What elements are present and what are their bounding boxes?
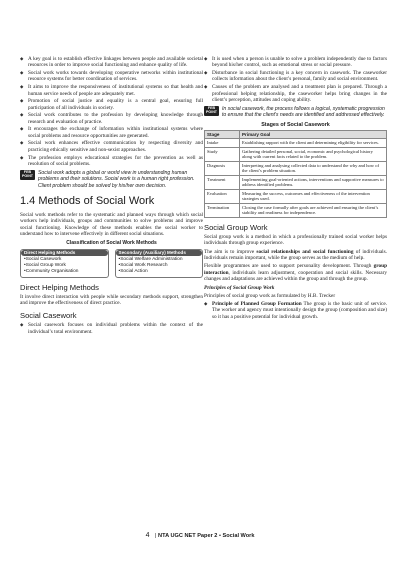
list-item: • Social Action [119,269,200,275]
text-run: , individuals learn adjustment, cooperation and social skills. Necessary changes and adaptations are achieved within the group and through the group. [204,269,387,282]
principles-list [204,301,387,320]
list-item: ◆ Causes of the problem are analysed and a treatment plan is prepared. Through a professional helping relationship, the caseworker helps bring changes in the client’s perception, attitudes and coping ability. [204,84,387,103]
feb-point-badge [204,106,219,116]
goals-list [20,56,203,167]
table-cell: Study [205,147,240,161]
casework-details-list [204,56,387,103]
book-title: NTA UGC NET Paper 2 [158,533,218,539]
table-cell: Diagnosis [205,161,240,175]
bold-run: group interaction [204,263,387,276]
subheading-casework: Social Casework [20,311,77,321]
table-row [205,189,387,203]
table-header: Stage [205,130,240,139]
principles-paragraph: Principles of social group work as formulated by H.B. Trecker [204,292,336,299]
list-item: ◆ It is used when a person is unable to solve a problem independently due to factors beyond his/her control, such as emotional stress or social pressure. [204,56,387,69]
footer-dot: • [218,533,221,539]
group-paragraph [204,263,387,282]
secondary-methods-header: Secondary (Auxiliary) Methods [116,250,203,256]
page-number: 4 [145,532,150,539]
right-column [204,56,387,321]
table-cell: Gathering detailed personal, social, economic and psychological history along with current facts related to the problem. [240,147,387,161]
list-item: ◆ Social work contributes to the profession by developing knowledge through research and evaluation of practice. [20,112,203,125]
bold-run: Principle of Planned Group Formation [212,301,302,308]
direct-methods-box [20,249,109,278]
table-header-row [205,130,387,139]
table-row [205,161,387,175]
page-footer [0,532,400,539]
table-cell: Measuring the success, outcomes and effectiveness of the intervention strategies used. [240,189,387,203]
list-item: ◆ Social work works towards developing cooperative networks within institutional resource systems for better coordination of services. [20,70,203,83]
table-cell: Termination [205,203,240,217]
table-cell: Closing the case formally after goals are achieved and ensuring the client’s stability and readiness for independence. [240,203,387,217]
feb-point-text: In social casework, the process follows a logical, systematic progression to ensure that the client's needs are identified and addressed effectively. [221,106,385,119]
list-item: ◆ The profession employs educational strategies for the prevention as well as resolution of social problems. [20,155,203,168]
subheading-direct: Direct Helping Methods [20,282,99,292]
bold-run: social relationships and social functioning [256,248,354,255]
table-cell: Implementing goal-oriented actions, interventions and supportive measures to address identified problems. [240,175,387,189]
table-cell: Interpreting and analysing collected data to understand the why and how of the client’s problem situation. [240,161,387,175]
table-header: Primary Goal [240,130,387,139]
table-title: Stages of Social Casework [261,121,330,128]
list-item: • Social Welfare Administration [119,257,200,263]
footer-separator: | [155,533,157,539]
badge-line: FEB [23,170,32,175]
table-row [205,139,387,148]
list-item: ◆ It encourages the exchange of information within institutional systems where social problems and resource opportunities are generated. [20,126,203,139]
list-item: ◆ Social work enhances effective communication by respecting diversity and practicing ethically sensitive and non-sexist approaches. [20,140,203,153]
subheading-group-work: Social Group Work [204,222,268,232]
direct-methods-header: Direct Helping Methods [21,250,108,256]
list-item [204,301,387,320]
list-item: • Social Group Work [24,263,105,269]
badge-line: POINT [22,174,33,179]
table-cell: Intake [205,139,240,148]
left-column [20,56,203,336]
text-run: of individuals. Individuals remain important, while the group serves as the medium of help. [204,248,387,261]
list-item: • Social Casework [24,257,105,263]
section-heading: 1.4 Methods of Social Work [20,194,155,207]
casework-list [20,322,203,335]
text-run: The aim is to improve [204,248,257,255]
table-row [205,147,387,161]
text-run: Flexible programmes are used to support personality development. Through [204,263,374,270]
table-cell: Treatment [205,175,240,189]
feb-point-badge [20,170,35,180]
list-item: ◆ Promotion of social justice and equality is a central goal, ensuring full participation of all individuals in society. [20,98,203,111]
subject-title: Social Work [222,533,255,539]
stages-table [204,130,387,218]
table-cell: Establishing rapport with the client and determining eligibility for services. [240,139,387,148]
group-paragraph: Social group work is a method in which a professionally trained social worker helps individuals through group experience. [204,233,387,247]
section-paragraph: Social work methods refer to the systematic and planned ways through which social workers help individuals, groups and communities to solve problems and improve social functioning. Knowledge of these methods enables the social worker to understand how to intervene effectively in different social situations. [20,211,203,237]
badge-line: FEB [207,106,216,111]
list-item: ◆ It aims to improve the responsiveness of institutional systems so that health and human service needs of people are adequately met. [20,84,203,97]
list-item: • Community Organisation [24,269,105,275]
list-item: ◆ A key goal is to establish effective linkages between people and available societal resources in order to improve social functioning and enhance quality of life. [20,56,203,69]
classification-diagram [20,249,203,278]
list-item: • Social Work Research [119,263,200,269]
list-item: ◆ Disturbance in social functioning is a key concern in casework. The caseworker collects information about the client’s personal, family and social environment. [204,70,387,83]
badge-line: POINT [206,109,217,114]
feb-point-text: Social work adopts a global or world view in understanding human problems and their solutions. Social work is a human right profession. Client problem should be solved by his/her own decision. [37,170,195,189]
feb-point-note [204,106,387,118]
table-row [205,175,387,189]
group-paragraph [204,249,387,262]
list-item: ◆ Social casework focuses on individual problems within the context of the individual’s total environment. [20,322,203,335]
table-cell: Evaluation [205,189,240,203]
table-row [205,203,387,217]
classification-title: Classification of Social Work Methods [66,240,157,247]
feb-point-note [20,170,203,189]
principles-heading: Principles of Social Group Work [204,285,275,292]
text-run: The group is the basic unit of service. The worker and agency must intentionally design the group (composition and size) so it has a positive potential for individual growth. [212,301,387,320]
secondary-methods-box [115,249,204,278]
direct-paragraph: It involve direct interaction with people while secondary methods support, strengthen and improve the effectiveness of direct practice. [20,293,203,306]
